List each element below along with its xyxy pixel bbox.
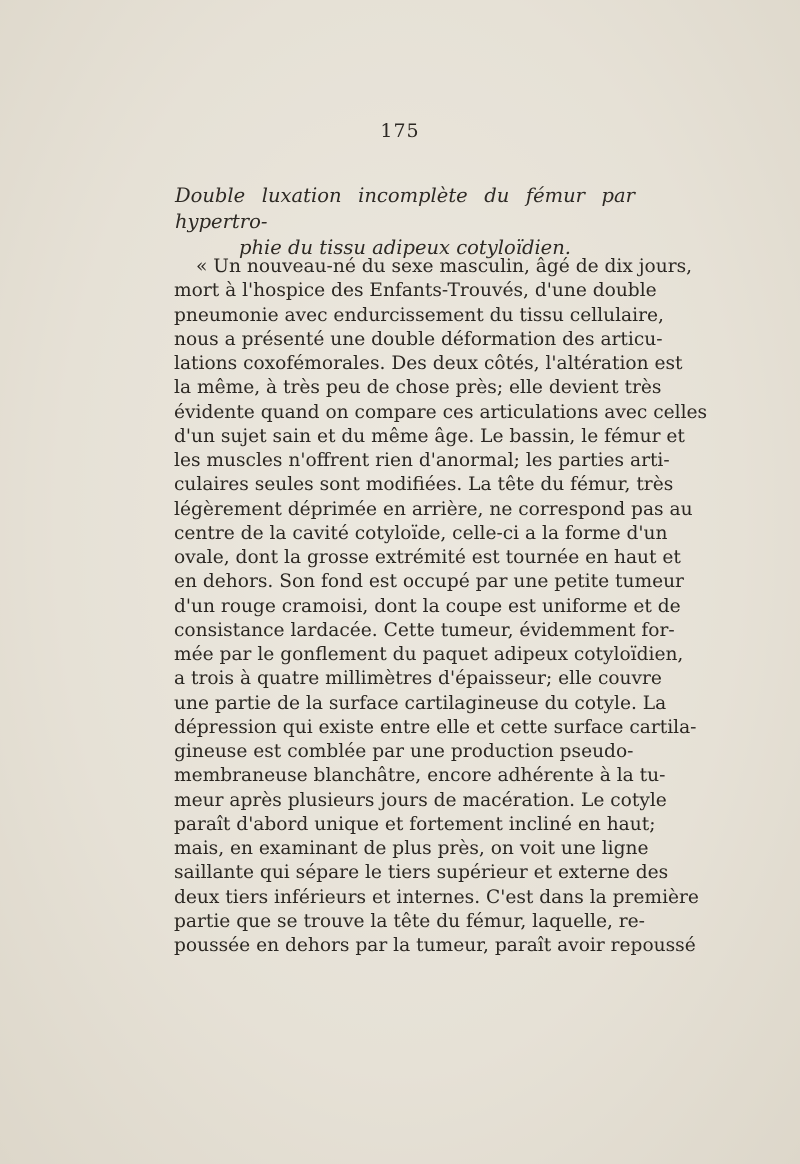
section-title-line-2: phie du tissu adipeux cotyloïdien. [239, 236, 571, 259]
text-line: « Un nouveau-né du sexe masculin, âgé de dix jours, [196, 256, 693, 277]
text-line: dépression qui existe entre elle et cette surface cartila- [174, 716, 697, 738]
text-line: paraît d'abord unique et fortement incliné en haut; [174, 813, 656, 835]
text-line: consistance lardacée. Cette tumeur, évidemment for- [174, 619, 675, 641]
text-line: nous a présenté une double déformation des articu- [174, 328, 663, 350]
text-line: membraneuse blanchâtre, encore adhérente à la tu- [174, 765, 666, 787]
text-line: partie que se trouve la tête du fémur, laquelle, re- [174, 910, 645, 932]
text-line: meur après plusieurs jours de macération. Le cotyle [174, 789, 667, 811]
text-line: ovale, dont la grosse extrémité est tournée en haut et [174, 547, 681, 568]
text-line: les muscles n'offrent rien d'anormal; les parties arti- [174, 450, 670, 471]
text-line: une partie de la surface cartilagineuse du cotyle. La [174, 692, 667, 714]
text-line: d'un sujet sain et du même âge. Le bassin, le fémur et [174, 425, 685, 447]
text-line: poussée en dehors par la tumeur, paraît avoir repoussé [174, 935, 696, 956]
text-line: en dehors. Son fond est occupé par une petite tumeur [174, 571, 684, 593]
text-line: gineuse est comblée par une production pseudo- [174, 741, 634, 762]
text-line: a trois à quatre millimètres d'épaisseur; elle couvre [174, 668, 662, 690]
text-line: d'un rouge cramoisi, dont la coupe est uniforme et de [174, 595, 681, 617]
text-line: mée par le gonflement du paquet adipeux cotyloïdien, [174, 644, 684, 665]
text-line: lations coxofémorales. Des deux côtés, l'altération est [174, 353, 683, 374]
body-paragraph [174, 255, 708, 958]
text-line: culaires seules sont modifiées. La tête du fémur, très [174, 474, 674, 496]
text-line: mort à l'hospice des Enfants-Trouvés, d'une double [174, 280, 657, 302]
text-line: la même, à très peu de chose près; elle devient très [174, 377, 662, 399]
page-number: 175 [380, 120, 420, 142]
text-line: pneumonie avec endurcissement du tissu cellulaire, [174, 304, 664, 326]
text-line: centre de la cavité cotyloïde, celle-ci a la forme d'un [174, 522, 668, 544]
text-line: évidente quand on compare ces articulations avec celles [174, 401, 708, 423]
section-title [175, 183, 635, 261]
text-line: deux tiers inférieurs et internes. C'est dans la première [174, 886, 699, 908]
text-line: mais, en examinant de plus près, on voit une ligne [174, 838, 649, 859]
text-line: légèrement déprimée en arrière, ne correspond pas au [174, 498, 693, 520]
section-title-line-1: Double luxation incomplète du fémur par hypertro- [175, 184, 635, 233]
text-line: saillante qui sépare le tiers supérieur et externe des [174, 862, 669, 884]
